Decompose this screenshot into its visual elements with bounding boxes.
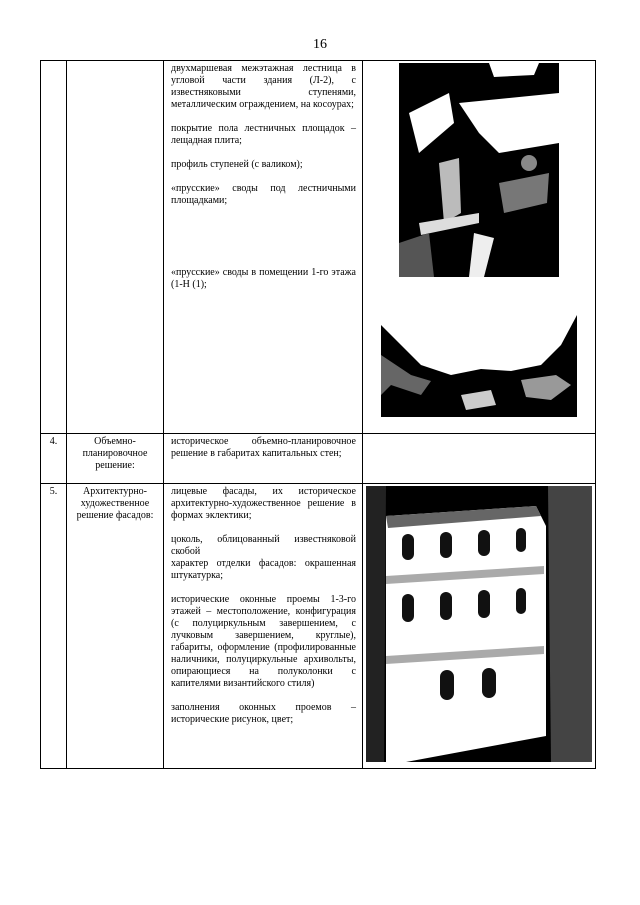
row-photos — [363, 484, 596, 769]
protection-subject-table — [40, 60, 596, 769]
description-item: лицевые фасады, их историческое архитектурно-художественное решение в формах эклектики; — [171, 486, 356, 521]
table-row — [41, 434, 596, 484]
description-item: «прусские» своды в помещении 1-го этажа (1-Н (1); — [171, 267, 356, 290]
row-name: Объемно-планировочное решение: — [67, 434, 164, 484]
description-item: профиль ступеней (с валиком); — [171, 159, 303, 170]
description-item: исторические оконные проемы 1-3-го этажей – местоположение, конфигурация (с полуциркульным завершением, с лучковым завершением, круглые), габариты, оформление (профилированные наличники, полуциркульные архивольты, опирающиеся на полуколонки с капителями византийского стиля) — [171, 594, 356, 689]
description-item: характер отделки фасадов: окрашенная штукатурка; — [171, 558, 356, 581]
row-name — [67, 61, 164, 434]
row-photos — [363, 61, 596, 434]
row-number — [41, 61, 67, 434]
row-description — [164, 484, 363, 769]
description-item: заполнения оконных проемов – исторические рисунок, цвет; — [171, 702, 356, 725]
row-description — [164, 61, 363, 434]
description-item: «прусские» своды под лестничными площадками; — [171, 183, 356, 206]
row-number: 4. — [41, 434, 67, 484]
row-photos — [363, 434, 596, 484]
staircase-photo — [399, 63, 559, 277]
description-item: цоколь, облицованный известняковой скобой — [171, 534, 356, 557]
description-item: двухмаршевая межэтажная лестница в угловой части здания (Л-2), с известняковыми ступенями, металлическим ограждением, на косоурах; — [171, 63, 356, 110]
row-name: Архитектурно-художественное решение фасадов: — [67, 484, 164, 769]
table-row — [41, 61, 596, 434]
row-description — [164, 434, 363, 484]
vault-photo — [381, 285, 577, 417]
description-item: покрытие пола лестничных площадок – лещадная плита; — [171, 123, 356, 146]
table-row — [41, 484, 596, 769]
page-number: 16 — [313, 37, 327, 52]
row-number: 5. — [41, 484, 67, 769]
description-item: историческое объемно-планировочное решение в габаритах капитальных стен; — [171, 436, 356, 459]
facade-photo — [366, 486, 592, 762]
